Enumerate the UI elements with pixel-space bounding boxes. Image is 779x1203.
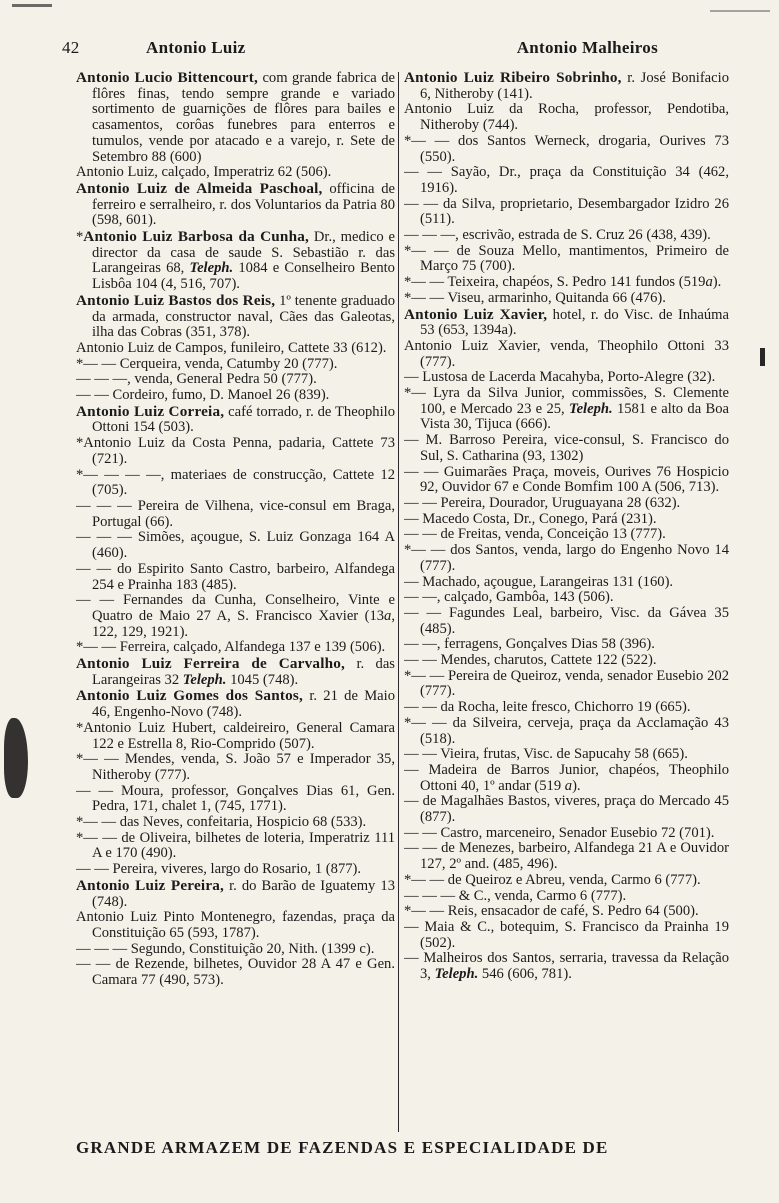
running-header (62, 38, 658, 64)
margin-mark (760, 348, 765, 366)
directory-entry: *— — — —, materiaes de construcção, Cattete 12 (705). (76, 466, 395, 499)
directory-entry: — — — Pereira de Vilhena, vice-consul em Braga, Portugal (66). (76, 497, 395, 530)
directory-entry: — — — Segundo, Constituição 20, Nith. (1399 c). (76, 940, 375, 957)
directory-entry: — de Magalhães Bastos, viveres, praça do Mercado 45 (877). (404, 793, 729, 826)
directory-entry: — — da Rocha, leite fresco, Chichorro 19 (665). (404, 699, 691, 716)
directory-entry: Antonio Lucio Bittencourt, com grande fabrica de flôres finas, tendo sempre grande e variado sortimento de guarnições de flôres para bailes e casamentos, corôas funebres para enterros e tumulos, vende por atacado e a varejo, r. Sete de Setembro 88 (600) (76, 70, 395, 165)
directory-entry: *— — Viseu, armarinho, Quitanda 66 (476). (404, 289, 666, 306)
directory-entry: — — Pereira, Dourador, Uruguayana 28 (632). (404, 494, 681, 511)
directory-entry: Antonio Luiz Correia, café torrado, r. de Theophilo Ottoni 154 (503). (76, 402, 395, 436)
directory-entry: *— — das Neves, confeitaria, Hospicio 68 (533). (76, 814, 367, 831)
directory-entry: Antonio Luiz Pinto Montenegro, fazendas, praça da Constituição 65 (593, 1787). (76, 909, 395, 941)
directory-entry: Antonio Luiz Pereira, r. do Barão de Iguatemy 13 (748). (76, 876, 395, 910)
directory-entry: — — Vieira, frutas, Visc. de Sapucahy 58 (665). (404, 746, 688, 763)
directory-entry: *— — de Queiroz e Abreu, venda, Carmo 6 (777). (404, 871, 701, 888)
directory-entry: *— — dos Santos Werneck, drogaria, Ourives 73 (550). (404, 132, 729, 165)
directory-entry: Antonio Luiz de Campos, funileiro, Cattete 33 (612). (76, 339, 387, 356)
directory-entry: Antonio Luiz da Rocha, professor, Pendotiba, Nitheroby (744). (404, 101, 729, 134)
directory-entry: Antonio Luiz Ferreira de Carvalho, r. das Larangeiras 32 Teleph. 1045 (748). (76, 655, 395, 688)
right-running-head: Antonio Malheiros (516, 38, 658, 57)
directory-entry: — — Moura, professor, Gonçalves Dias 61, Gen. Pedra, 171, chalet 1, (745, 1771). (76, 782, 395, 815)
directory-entry: Antonio Luiz Xavier, hotel, r. do Visc. de Inhaúma 53 (653, 1394a). (404, 305, 729, 339)
directory-entry: *Antonio Luiz Barbosa da Cunha, Dr., medico e director da casa de saude S. Sebastião r. das Larangeiras 68, Teleph. 1084 e Conselheiro Bento Lisbôa 104 (4, 516, 707). (76, 228, 395, 293)
directory-entry: — — Sayão, Dr., praça da Constituição 34 (462, 1916). (404, 164, 729, 196)
directory-entry: *— — Reis, ensacador de café, S. Pedro 64 (500). (404, 903, 699, 920)
directory-entry: — — Cordeiro, fumo, D. Manoel 26 (839). (76, 387, 330, 404)
directory-entry: *— — dos Santos, venda, largo do Engenho Novo 14 (777). (404, 542, 729, 574)
directory-entry: — — da Silva, proprietario, Desembargador Izidro 26 (511). (404, 195, 729, 228)
directory-entry: Antonio Luiz, calçado, Imperatriz 62 (506). (76, 164, 332, 181)
directory-entry: — — — Simões, açougue, S. Luiz Gonzaga 164 A (460). (76, 529, 395, 562)
directory-entry: — — Mendes, charutos, Cattete 122 (522). (404, 652, 657, 669)
left-column (76, 70, 395, 1130)
directory-entry: — — Castro, marceneiro, Senador Eusebio 72 (701). (404, 824, 715, 841)
column-divider (398, 72, 399, 1132)
page-number: 42 (62, 38, 80, 57)
directory-entry: — Lustosa de Lacerda Macahyba, Porto-Alegre (32). (404, 369, 716, 386)
directory-entry: *— — Pereira de Queiroz, venda, senador Eusebio 202 (777). (404, 667, 729, 700)
directory-entry: — — de Rezende, bilhetes, Ouvidor 28 A 47 e Gen. Camara 77 (490, 573). (76, 956, 395, 989)
directory-entry: *— Lyra da Silva Junior, commissões, S. Clemente 100, e Mercado 23 e 25, Teleph. 1581 e alto da Boa Vista 30, Tijuca (666). (404, 385, 729, 433)
directory-entry: *Antonio Luiz da Costa Penna, padaria, Cattete 73 (721). (76, 435, 395, 467)
footer-advertisement: GRANDE ARMAZEM DE FAZENDAS E ESPECIALIDADE DE (76, 1138, 609, 1157)
directory-entry: — Machado, açougue, Larangeiras 131 (160). (404, 573, 674, 590)
directory-entry: *— — Mendes, venda, S. João 57 e Imperador 35, Nitheroby (777). (76, 751, 395, 783)
directory-entry: *— — de Oliveira, bilhetes de loteria, Imperatriz 111 A e 170 (490). (76, 829, 395, 862)
directory-entry: — — — & C., venda, Carmo 6 (777). (404, 887, 627, 904)
directory-entry: Antonio Luiz Xavier, venda, Theophilo Ottoni 33 (777). (404, 337, 729, 370)
directory-entry: — — Guimarães Praça, moveis, Ourives 76 Hospicio 92, Ouvidor 67 e Conde Bomfim 100 A (506, 713). (404, 463, 729, 496)
directory-entry: — — de Menezes, barbeiro, Alfandega 21 A e Ouvidor 127, 2º and. (485, 496). (404, 840, 729, 873)
directory-entry: Antonio Luiz Bastos dos Reis, 1º tenente graduado da armada, constructor naval, Cães das Galeotas, ilha das Cobras (351, 378). (76, 291, 395, 341)
directory-entry: *— — Ferreira, calçado, Alfandega 137 e 139 (506). (76, 639, 386, 656)
directory-entry: — — —, venda, General Pedra 50 (777). (76, 371, 317, 388)
directory-entry: *— — de Souza Mello, mantimentos, Primeiro de Março 75 (700). (404, 242, 729, 275)
directory-entry: *— — Teixeira, chapéos, S. Pedro 141 fundos (519a). (404, 274, 722, 291)
directory-entry: *Antonio Luiz Hubert, caldeireiro, General Camara 122 e Estrella 8, Rio-Comprido (507). (76, 719, 395, 752)
left-running-head: Antonio Luiz (146, 38, 246, 57)
directory-entry: — — do Espirito Santo Castro, barbeiro, Alfandega 254 e Prainha 183 (485). (76, 560, 395, 593)
directory-entry: Antonio Luiz de Almeida Paschoal, officina de ferreiro e serralheiro, r. dos Voluntarios da Patria 80 (598, 601). (76, 179, 395, 229)
directory-entry: — Malheiros dos Santos, serraria, travessa da Relação 3, Teleph. 546 (606, 781). (404, 950, 729, 983)
directory-entry: — — de Freitas, venda, Conceição 13 (777). (404, 526, 666, 543)
scan-specks (0, 0, 779, 30)
directory-entry: — — —, escrivão, estrada de S. Cruz 26 (438, 439). (404, 227, 711, 244)
directory-entry: — — Fernandes da Cunha, Conselheiro, Vinte e Quatro de Maio 27 A, S. Francisco Xavier (13a, 122, 129, 1921). (76, 592, 395, 640)
directory-entry: Antonio Luiz Gomes dos Santos, r. 21 de Maio 46, Engenho-Novo (748). (76, 687, 395, 721)
directory-entry: — Madeira de Barros Junior, chapéos, Theophilo Ottoni 40, 1º andar (519 a). (404, 761, 729, 794)
directory-entry: — Macedo Costa, Dr., Conego, Pará (231). (404, 510, 657, 527)
directory-entry: — M. Barroso Pereira, vice-consul, S. Francisco do Sul, S. Catharina (93, 1302) (404, 432, 729, 464)
directory-entry: — —, ferragens, Gonçalves Dias 58 (396). (404, 636, 655, 653)
directory-entry: *— — Cerqueira, venda, Catumby 20 (777). (76, 355, 338, 372)
margin-ink-blot (4, 718, 28, 798)
right-column (404, 70, 729, 1130)
directory-entry: — — Pereira, viveres, largo do Rosario, 1 (877). (76, 861, 362, 878)
directory-entry: Antonio Luiz Ribeiro Sobrinho, r. José Bonifacio 6, Nitheroby (141). (404, 70, 729, 102)
directory-entry: — —, calçado, Gambôa, 143 (506). (404, 589, 614, 606)
directory-entry: *— — da Silveira, cerveja, praça da Acclamação 43 (518). (404, 714, 729, 747)
directory-entry: — Maia & C., botequim, S. Francisco da Prainha 19 (502). (404, 918, 729, 951)
directory-entry: — — Fagundes Leal, barbeiro, Visc. da Gávea 35 (485). (404, 604, 729, 637)
